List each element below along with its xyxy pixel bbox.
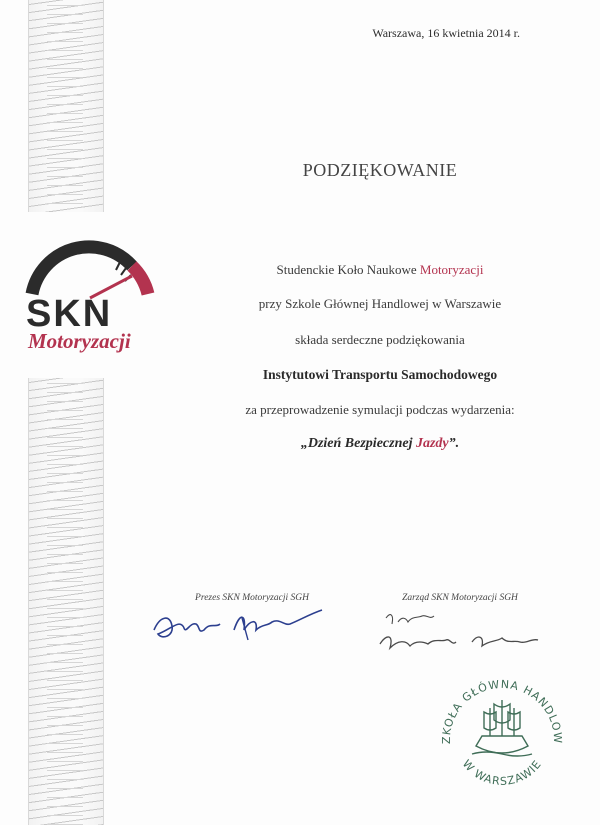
skn-logo	[20, 232, 160, 362]
reason-line: za przeprowadzenie symulacji podczas wydarzenia:	[245, 402, 515, 417]
school-line: przy Szkole Głównej Handlowej w Warszawie	[258, 296, 502, 311]
speedometer-logo-icon	[20, 232, 160, 362]
university-seal	[436, 670, 566, 790]
page-title: PODZIĘKOWANIE	[302, 160, 458, 180]
organization-name: Studenckie Koło Naukowe	[276, 262, 420, 277]
event-prefix: „Dzień Bezpiecznej	[300, 436, 416, 451]
tire-tread-decoration-bottom	[28, 378, 104, 825]
svg-text:W WARSZAWIE	[460, 757, 545, 788]
handwritten-signature-icon	[372, 604, 552, 664]
president-signature	[150, 600, 330, 650]
event-accent: Jazdy	[415, 436, 449, 451]
logo-mark: SKN	[26, 293, 113, 335]
document-date: Warszawa, 16 kwietnia 2014 r.	[372, 26, 520, 40]
event-suffix: ”.	[448, 436, 460, 451]
organization-accent: Motoryzacji	[419, 262, 484, 277]
recipient-name: Instytutowi Transportu Samochodowego	[262, 367, 498, 382]
handwritten-signature-icon	[150, 600, 330, 650]
tire-tread-decoration-top	[28, 0, 104, 212]
thanks-line: składa serdeczne podziękowania	[295, 332, 465, 347]
board-signature-label: Zarząd SKN Motoryzacji SGH	[402, 593, 518, 603]
event-name	[190, 436, 570, 452]
logo-script: Motoryzacji	[28, 329, 131, 353]
president-signature-label: Prezes SKN Motoryzacji SGH	[195, 593, 309, 603]
seal-top-text: ZKOŁA GŁÓWNA HANDLOW	[439, 677, 565, 745]
board-signatures	[372, 604, 552, 664]
ship-seal-icon	[436, 670, 566, 790]
seal-bottom-text: W WARSZAWIE	[459, 757, 545, 788]
organization-line	[190, 262, 570, 278]
